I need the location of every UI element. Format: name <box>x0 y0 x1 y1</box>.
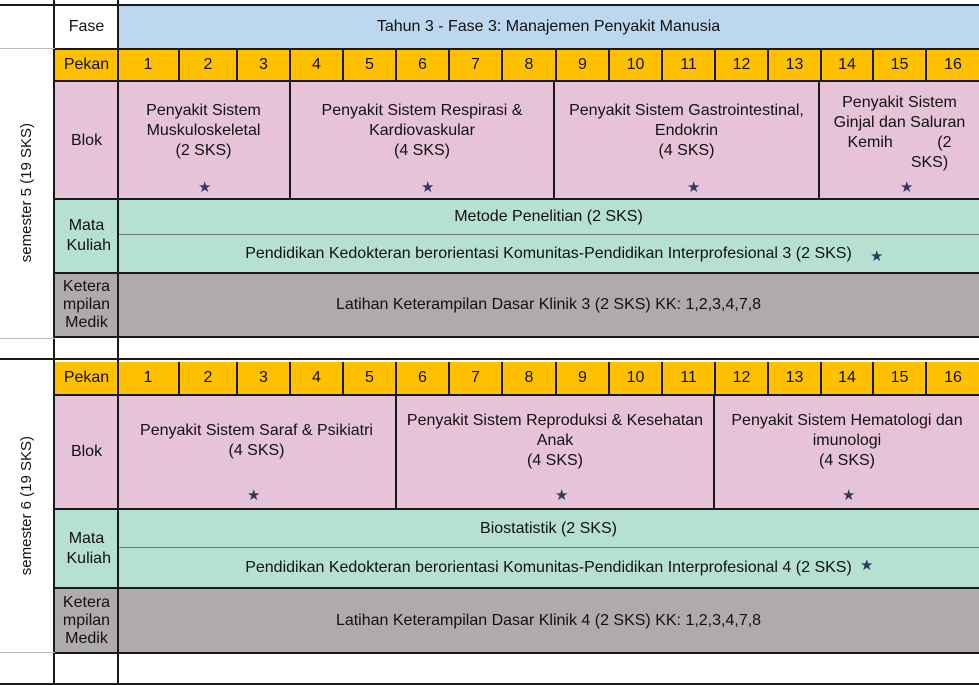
skill-course-name: Latihan Keterampilan Dasar Klinik 3 (2 SKS) KK: 1,2,3,4,7,8 <box>335 296 762 313</box>
skill-label-line: Medik <box>65 629 108 647</box>
fase-label-cell <box>55 6 118 48</box>
grid-line <box>55 652 979 654</box>
block-text <box>731 411 962 471</box>
block-line: Muskuloskeletal <box>146 121 261 139</box>
week-cell: 2 <box>178 50 236 80</box>
skill-label-line: Medik <box>65 314 108 331</box>
blok-label-cell <box>55 396 118 508</box>
phase-title-cell <box>118 6 979 48</box>
week-cell: 1 <box>118 362 178 394</box>
week-cell: 12 <box>714 362 767 394</box>
block-cell <box>395 396 713 508</box>
grid-line <box>55 336 979 338</box>
week-cell: 3 <box>236 50 289 80</box>
skill-label-line: Ketera <box>62 278 111 295</box>
course-name: Metode Penelitian (2 SKS) <box>454 208 643 225</box>
grid-line <box>55 394 979 396</box>
grid-line <box>55 48 979 50</box>
week-cell: 3 <box>236 362 289 394</box>
week-cell: 11 <box>661 362 714 394</box>
block-cell <box>118 396 395 508</box>
skill-label-cell <box>55 589 118 652</box>
grid-line <box>0 652 55 653</box>
block-cell <box>553 82 818 199</box>
week-cell: 5 <box>342 362 395 394</box>
block-text <box>407 411 703 471</box>
semester-6-label: semester 6 (19 SKS) <box>17 436 35 576</box>
grid-line <box>55 508 979 510</box>
grid-line <box>53 0 55 685</box>
skill-course-cell <box>118 589 979 652</box>
skill-course-cell <box>118 274 979 336</box>
semester-5-label: semester 5 (19 SKS) <box>17 123 35 263</box>
block-cell <box>289 82 553 199</box>
star-icon: ★ <box>860 557 874 574</box>
week-cell: 14 <box>820 50 872 80</box>
block-line: Ginjal dan Saluran <box>833 113 966 131</box>
block-line: (4 SKS) <box>818 452 875 469</box>
block-text <box>834 93 966 173</box>
week-cell: 8 <box>501 50 555 80</box>
block-line: imunologi <box>812 432 882 449</box>
block-line: (4 SKS) <box>526 452 583 469</box>
week-cell: 10 <box>608 362 661 394</box>
week-cell: 7 <box>448 362 501 394</box>
block-line: Penyakit Sistem Respirasi & <box>321 101 523 119</box>
skill-label-line: Ketera <box>62 593 111 611</box>
block-cell <box>713 396 979 508</box>
week-cell: 7 <box>448 50 501 80</box>
course-cell <box>118 548 979 587</box>
block-line: Penyakit Sistem Saraf & Psikiatri <box>140 422 373 439</box>
block-line: Penyakit Sistem <box>842 93 957 111</box>
blok-label: Blok <box>70 131 103 149</box>
pekan-label: Pekan <box>63 56 110 73</box>
star-icon: ★ <box>900 179 914 196</box>
course-cell <box>118 200 979 235</box>
block-line: (4 SKS) <box>393 141 450 159</box>
star-icon: ★ <box>421 179 435 196</box>
mata-kuliah-label: Mata Kuliah <box>66 217 111 254</box>
skill-label-line: mpilan <box>62 296 111 313</box>
week-cell: 2 <box>178 362 236 394</box>
skill-label-cell <box>55 274 118 336</box>
week-cell: 14 <box>820 362 872 394</box>
grid-line <box>55 198 979 200</box>
week-cell: 1 <box>118 50 178 80</box>
block-cell <box>118 82 289 199</box>
star-icon: ★ <box>555 487 569 504</box>
blok-label: Blok <box>70 443 103 460</box>
star-icon: ★ <box>198 179 212 196</box>
mata-kuliah-label: Mata Kuliah <box>66 529 111 567</box>
semester-5-column <box>0 48 55 338</box>
week-cell: 5 <box>342 50 395 80</box>
block-line: (4 SKS) <box>228 442 285 459</box>
star-icon: ★ <box>842 487 856 504</box>
block-line: (2 SKS) <box>175 141 232 159</box>
pekan-label: Pekan <box>63 369 110 386</box>
block-line: Anak <box>536 432 574 449</box>
week-cell: 9 <box>555 50 608 80</box>
grid-line <box>55 80 979 82</box>
week-cell: 16 <box>925 362 979 394</box>
week-cell: 16 <box>925 50 979 80</box>
grid-line <box>117 0 119 685</box>
block-line: Endokrin <box>654 121 719 139</box>
block-line: Penyakit Sistem <box>146 101 261 119</box>
phase-title: Tahun 3 - Fase 3: Manajemen Penyakit Manusia <box>376 18 721 35</box>
blok-label-cell <box>55 82 118 199</box>
week-cell: 11 <box>661 50 714 80</box>
block-text <box>140 421 373 461</box>
course-cell <box>118 235 979 272</box>
skill-course-name: Latihan Keterampilan Dasar Klinik 4 (2 SKS) KK: 1,2,3,4,7,8 <box>335 611 762 629</box>
semester-6-column <box>0 360 55 652</box>
week-cell: 12 <box>714 50 767 80</box>
week-cell: 6 <box>395 50 448 80</box>
mata-kuliah-label-cell <box>55 200 118 272</box>
skill-label-line: mpilan <box>62 611 111 629</box>
week-cell: 4 <box>289 362 342 394</box>
week-cell: 9 <box>555 362 608 394</box>
course-name: Biostatistik (2 SKS) <box>480 519 617 537</box>
block-line: Kardiovaskular <box>369 121 475 139</box>
block-text <box>569 101 804 161</box>
week-cell: 13 <box>767 50 820 80</box>
block-line: Penyakit Sistem Hematologi dan <box>731 412 963 429</box>
pekan-label-cell <box>55 50 118 80</box>
grid-line <box>0 48 55 49</box>
block-text <box>322 101 523 161</box>
fase-label: Fase <box>68 18 105 35</box>
block-line: (4 SKS) <box>658 141 715 159</box>
week-cell: 13 <box>767 362 820 394</box>
star-icon: ★ <box>870 248 884 265</box>
block-cell <box>818 82 979 199</box>
block-line: Penyakit Sistem Reproduksi & Kesehatan <box>406 412 704 429</box>
block-line: Penyakit Sistem Gastrointestinal, <box>569 101 804 119</box>
block-line: Kemih (2 <box>847 133 952 151</box>
course-cell <box>118 510 979 548</box>
block-text <box>146 101 261 161</box>
course-name: Pendidikan Kedokteran berorientasi Komunitas-Pendidikan Interprofesional 4 (2 SKS) <box>245 558 852 576</box>
week-cell: 8 <box>501 362 555 394</box>
course-name: Pendidikan Kedokteran berorientasi Komunitas-Pendidikan Interprofesional 3 (2 SKS) <box>245 244 852 262</box>
week-cell: 15 <box>872 362 925 394</box>
block-line: SKS) <box>910 153 949 171</box>
grid-line <box>55 272 979 274</box>
grid-line <box>55 587 979 589</box>
star-icon: ★ <box>687 179 701 196</box>
grid-line <box>0 338 55 339</box>
star-icon: ★ <box>247 487 261 504</box>
week-cell: 6 <box>395 362 448 394</box>
mata-kuliah-label-cell <box>55 510 118 587</box>
week-cell: 4 <box>289 50 342 80</box>
grid-line <box>0 4 979 6</box>
week-cell: 15 <box>872 50 925 80</box>
week-cell: 10 <box>608 50 661 80</box>
grid-line <box>0 358 979 360</box>
pekan-label-cell <box>55 362 118 394</box>
